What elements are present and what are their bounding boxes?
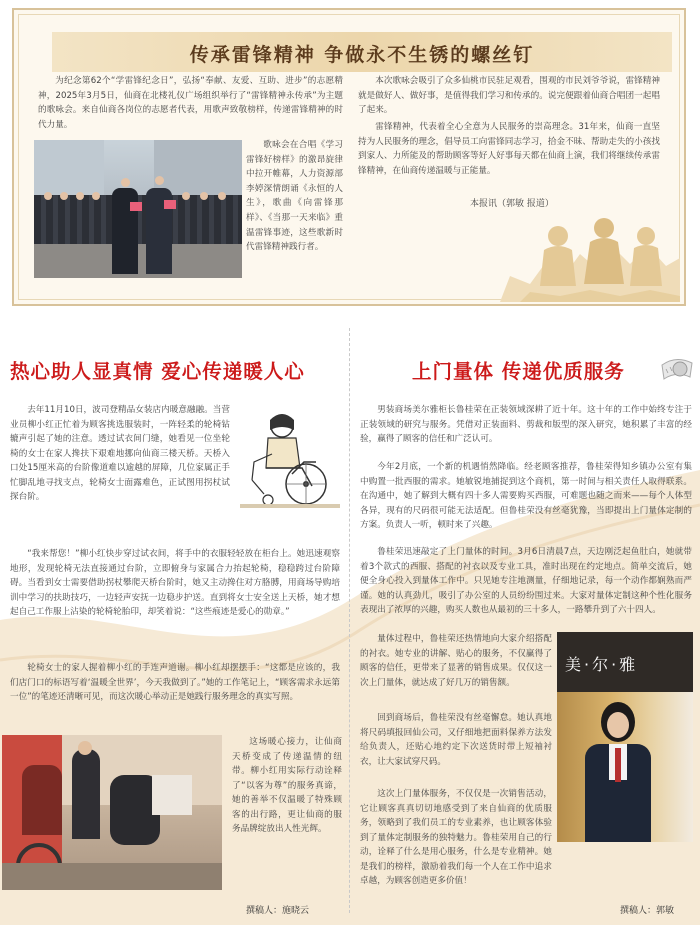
wheelchair-illustration-icon — [232, 404, 342, 514]
right-article-paragraph-2: 今年2月底，一个新的机遇悄然降临。经老顾客推荐，鲁桂荣得知乡镇办公室有集中购置一批西服的需求。她敏锐地捕捉到这个商机，第一时间与相关责任人取得联系。在沟通中，她了解到大概有四十多人需要购买西服，可难题也随之而来——每个人体型各异，现有的尺码很可能无法适配。但鲁桂荣没有丝毫犹豫，当即提出上门量体定制的方案。负责人一听，顿时来了兴趣。 — [360, 462, 692, 530]
top-article-paragraph-2: 歌咏会在合唱《学习雷锋好榜样》的激昂旋律中拉开帷幕，人力资源部李婷深情朗诵《永恒的人生》，歌曲《向雷锋那样》、《当那一天来临》重温雷锋事迹，这些歌新时代雷锋精神践行者。 — [246, 140, 343, 253]
right-article-title: 上门量体 传递优质服务 — [412, 360, 625, 383]
right-article-paragraph-1: 男装商场美尔雅柜长鲁桂荣在正装领域深耕了近十年。这十年的工作中始终专注于正装领域的研究与服务。凭借对正装面料、剪裁和版型的深入研究，她积累了丰富的经验，赢得了顾客的信任和广泛认可。 — [360, 405, 692, 444]
top-title-banner — [52, 32, 672, 72]
top-article-paragraph-3: 本次歌咏会吸引了众多仙桃市民驻足观看，围观的市民刘爷爷说，雷锋精神就是做好人、做好事，是值得我们学习和传承的。说完便跟着仙商合唱团一起唱了起来。 — [358, 76, 660, 116]
left-article-paragraph-4: 这场暖心接力，让仙商天桥变成了传递温情的纽带。柳小红用实际行动诠释了“以客为尊”的服务真谛，她的善举不仅温暖了特殊顾客的出行路，更让仙商的服务品牌绽放出人性光辉。 — [232, 737, 342, 834]
left-article-author: 撰稿人：施晓云 — [246, 906, 310, 916]
store-sign: 美·尔·雅 — [565, 655, 639, 674]
right-article-author: 撰稿人：郭敏 — [620, 906, 675, 916]
top-article-paragraph-4: 雷锋精神，代表着全心全意为人民服务的崇高理念。31年来，仙商一直坚持为人民服务的理念，倡导员工向雷锋同志学习，拾金不昧、帮助走失的小孩找到家人、力所能及的帮助顾客等好人好事每天都在仙商上演，我们将继续传承雷锋精神，在仙商传递温暖与正能量。 — [358, 122, 660, 176]
right-article-paragraph-5: 回到商场后，鲁桂荣没有丝毫懈怠。她认真地将尺码填报回仙公司，又仔细地把面料保养方法发给负责人，还贴心地约定下次送货时带上短袖衬衣，让大家试穿尺码。 — [360, 713, 552, 767]
top-article-title: 传承雷锋精神 争做永不生锈的螺丝钉 — [189, 44, 535, 66]
column-divider — [349, 328, 350, 913]
left-article-paragraph-2: “我来帮您！”柳小红快步穿过试衣间，将手中的衣服轻轻放在柜台上。她迅速观察地形，发现轮椅无法直接通过台阶，立即俯身与家属合力抬起轮椅，稳稳跨过台阶障碍。当看到女士需要借助拐杖攀爬天桥台阶时，她又主动搀住对方胳膊，用商场导购培训中学习的扶助技巧，一边轻声安抚一边稳步护送。直到将女士安全送上天桥，她才想起自己工作服上沾染的轮椅轮胎印，却笑着说：“这些痕迹是爱心的勋章。” — [10, 549, 340, 617]
top-article-reporter: 本报讯（郭敏 报道） — [470, 199, 554, 209]
left-article-paragraph-1: 去年11月10日，波司登精品女装店内暖意融融。当营业员柳小红正忙着为顾客挑选服装时，一阵轻柔的轮椅钻辘声引起了她的注意。透过试衣间门缝，她看见一位坐轮椅的女士在家人搀扶下艰难地挪向仙商三楼天桥。天桥入口处15厘米高的台阶像道难以逾越的屏障，几位家属正手忙脚乱地寻找支点，轮椅女士面露难色，正试图用拐杖试探台阶。 — [10, 405, 230, 502]
choir-photo — [34, 140, 242, 278]
right-article-paragraph-4: 量体过程中，鲁桂荣还热情地向大家介绍搭配的衬衣。她专业的讲解、贴心的服务，不仅赢得了顾客的信任，更带来了显著的销售成果。仅仅这一次上门量体，就达成了好几万的销售额。 — [360, 634, 552, 688]
right-article-paragraph-3: 鲁桂荣迅速敲定了上门量体的时间。3月6日清晨7点，天边刚泛起鱼肚白，她就带着3个款式的西服、搭配的衬衣以及专业工具，准时出现在约定地点。简单交流后，她便全身心投入到量体工作中。只见她专注地测量，仔细地记录，每一个动作都娴熟而严谨。她的认真劲儿，吸引了办公室的人员纷纷围过来。大家对量体定制这种个性化服务表现出了浓厚的兴趣，购买人数也从最初的三十多人，一路攀升到了六十四人。 — [360, 547, 692, 615]
salesperson-photo — [557, 632, 693, 842]
left-article-paragraph-3: 轮椅女士的家人握着柳小红的手连声道谢。柳小红却摆摆手：“这都是应该的，我们店门口的标语写着‘温暖全世界’，今天我做到了。”她的工作笔记上，“顾客需求永远第一位”的笔迹还清晰可见，而这次暖心举动正是她践行服务理念的真实写照。 — [10, 663, 340, 702]
hero-silhouettes-icon — [500, 206, 680, 302]
tape-measure-icon — [660, 355, 694, 385]
right-article-paragraph-6: 这次上门量体服务，不仅仅是一次销售活动，它让顾客真真切切地感受到了来自仙商的优质服务，领略到了我们员工的专业素养，也让顾客体验到了量体定制服务的独特魅力。鲁桂荣用自己的行动，诠释了什么是用心服务，什么是专业精神。她是我们的榜样，激励着我们每一个人在工作中追求卓越，为顾客创造更多价值！ — [360, 789, 552, 886]
top-article-paragraph-1: 为纪念第62个“学雷锋纪念日”，弘扬“奉献、友爱、互助、进步”的志愿精神，2025年3月5日，仙商在北楼礼仪广场组织举行了“雷锋精神永传承”为主题的歌咏会。来自仙商各岗位的志愿者代表，用歌声致敬榜样，传递雷锋精神的时代力量。 — [38, 76, 343, 130]
left-article-title: 热心助人显真情 爱心传递暖人心 — [10, 360, 305, 383]
wheelchair-help-photo — [2, 735, 222, 890]
